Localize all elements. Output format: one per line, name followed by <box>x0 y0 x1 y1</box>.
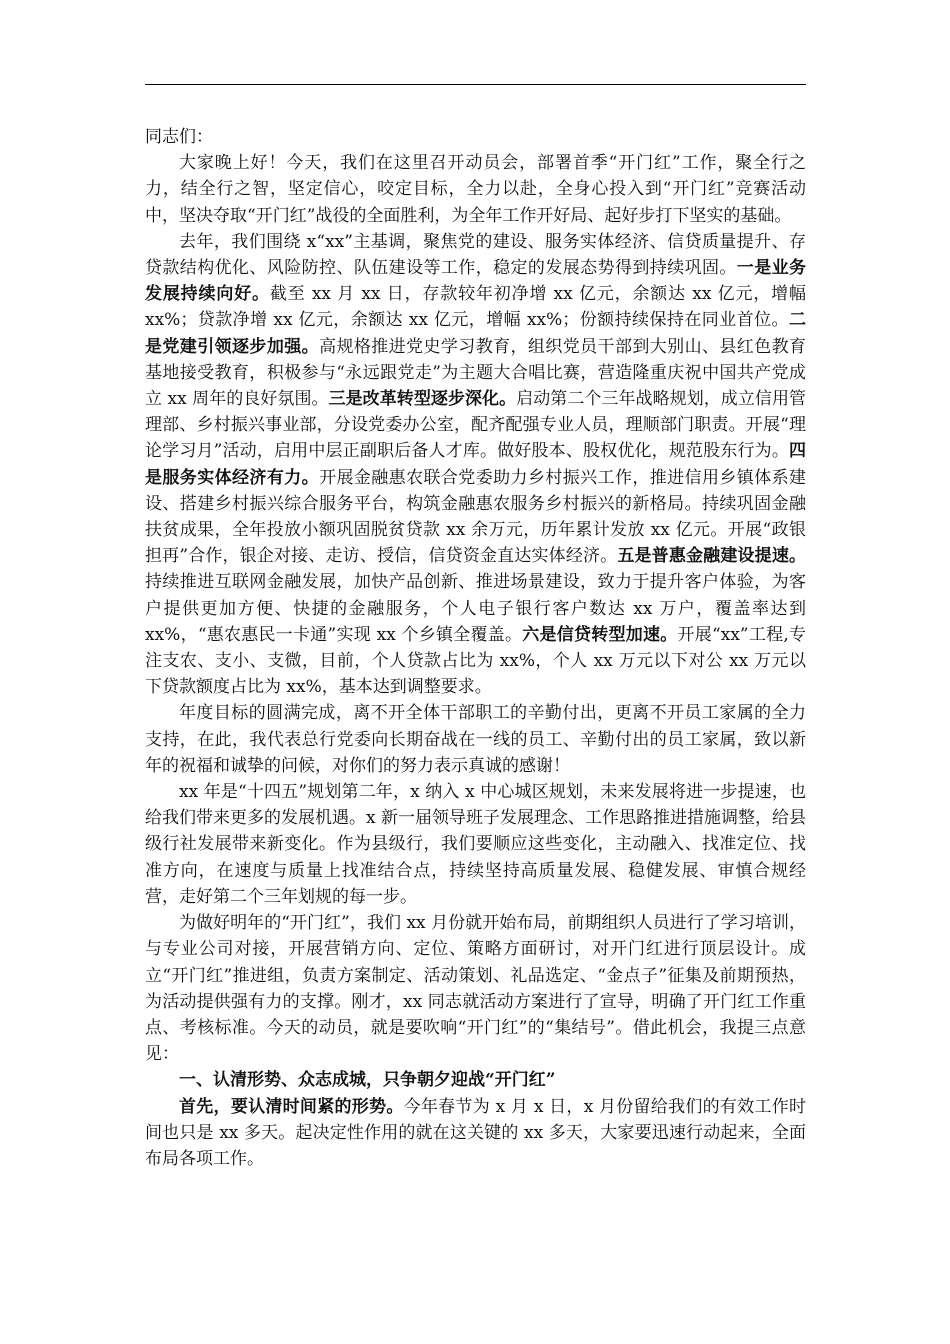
paragraph <box>145 150 806 229</box>
paragraph <box>145 779 806 910</box>
text-run: 高规格推进党史学习教育，组织党员干部到大别山、县红色教育基地接受教育，积极参与“永远跟党走”为主题大合唱比赛，营造隆重庆祝中国共产党成立 xx 周年的良好氛围。 <box>145 336 807 410</box>
text-run: 大家晚上好！今天，我们在这里召开动员会，部署首季“开门红”工作，聚全行之力，结全行之智，坚定信心，咬定目标，全力以赴，全身心投入到“开门红”竞赛活动中，坚决夺取“开门红”战役的全面胜利，为全年工作开好局、起好步打下坚实的基础。 <box>145 153 806 226</box>
paragraph <box>145 1067 806 1093</box>
bold-run: 四是服务实体经济有力。 <box>145 441 806 488</box>
bold-run: 五是普惠金融建设提速。 <box>617 546 807 567</box>
bold-run: 二是党建引领逐步加强。 <box>145 310 806 357</box>
paragraph <box>145 700 806 779</box>
bold-run: 三是改革转型逐步深化。 <box>328 389 517 410</box>
paragraph <box>145 910 806 1067</box>
document-body <box>145 124 806 1172</box>
paragraph <box>145 229 806 701</box>
text-run: 启动第二个三年战略规划，成立信用管理部、乡村振兴事业部，分设党委办公室，配齐配强专业人员，理顺部门职责。开展“理论学习月”活动，启用中层正副职后备人才库。做好股本、股权优化，规范股东行为。 <box>145 389 807 462</box>
bold-run: 一是业务发展持续向好。 <box>145 258 807 305</box>
text-run: 持续推进互联网金融发展，加快产品创新、推进场景建设，致力于提升客户体验，为客户提供更加方便、快捷的金融服务，个人电子银行客户数达 xx 万户，覆盖率达到 xx%，“惠农惠民一卡通”实现 xx 个乡镇全覆盖。 <box>145 572 806 645</box>
text-run: xx 年是“十四五”规划第二年，x 纳入 x 中心城区规划，未来发展将进一步提速，也给我们带来更多的发展机遇。x 新一届领导班子发展理念、工作思路推进措施调整，给县级行社发展带来新变化。作为县级行，我们要顺应这些变化，主动融入、找准定位、找准方向，在速度与质量上找准结合点，持续坚持高质量发展、稳健发展、审慎合规经营，走好第二个三年划规的每一步。 <box>145 782 806 907</box>
salutation: 同志们： <box>145 127 213 147</box>
text-run: 开展金融惠农联合党委助力乡村振兴工作，推进信用乡镇体系建设、搭建乡村振兴综合服务平台，构筑金融惠农服务乡村振兴的新格局。持续巩固金融扶贫成果，全年投放小额巩固脱贫贷款 xx 余万元，历年累计发放 xx 亿元。开展“政银担再”合作，银企对接、走访、授信，信贷资金直达实体经济。 <box>145 467 807 567</box>
header-rule <box>145 84 806 85</box>
text-run: 截至 xx 月 xx 日，存款较年初净增 xx 亿元，余额达 xx 亿元，增幅 xx%；贷款净增 xx 亿元，余额达 xx 亿元，增幅 xx%；份额持续保持在同业首位。 <box>145 284 807 331</box>
text-run: 为做好明年的“开门红”，我们 xx 月份就开始布局，前期组织人员进行了学习培训，与专业公司对接，开展营销方向、定位、策略方面研讨，对开门红进行顶层设计。成立“开门红”推进组，负责方案制定、活动策划、礼品选定、“金点子”征集及前期预热，为活动提供强有力的支撑。刚才，xx 同志就活动方案进行了宣导，明确了开门红工作重点、考核标准。今天的动员，就是要吹响“开门红”的“集结号”。借此机会，我提三点意见： <box>145 913 806 1065</box>
bold-run: 一、认清形势、众志成城，只争朝夕迎战“开门红” <box>179 1070 556 1091</box>
bold-run: 首先，要认清时间紧的形势。 <box>179 1096 404 1117</box>
paragraph <box>145 1094 806 1173</box>
text-run: 今年春节为 x 月 x 日，x 月份留给我们的有效工作时间也只是 xx 多天。起决定性作用的就在这关键的 xx 多天，大家要迅速行动起来，全面布局各项工作。 <box>145 1096 807 1169</box>
text-run: 年度目标的圆满完成，离不开全体干部职工的辛勤付出，更离不开员工家属的全力支持，在此，我代表总行党委向长期奋战在一线的员工、辛勤付出的员工家属，致以新年的祝福和诚挚的问候，对你们的努力表示真诚的感谢！ <box>145 703 806 776</box>
text-run: 开展“xx”工程,专注支农、支小、支微，目前，个人贷款占比为 xx%，个人 xx 万元以下对公 xx 万元以下贷款额度占比为 xx%，基本达到调整要求。 <box>145 624 807 698</box>
text-run: 去年，我们围绕 x“xx”主基调，聚焦党的建设、服务实体经济、信贷质量提升、存贷款结构优化、风险防控、队伍建设等工作，稳定的发展态势得到持续巩固。 <box>145 231 806 279</box>
bold-run: 六是信贷转型加速。 <box>522 624 678 645</box>
